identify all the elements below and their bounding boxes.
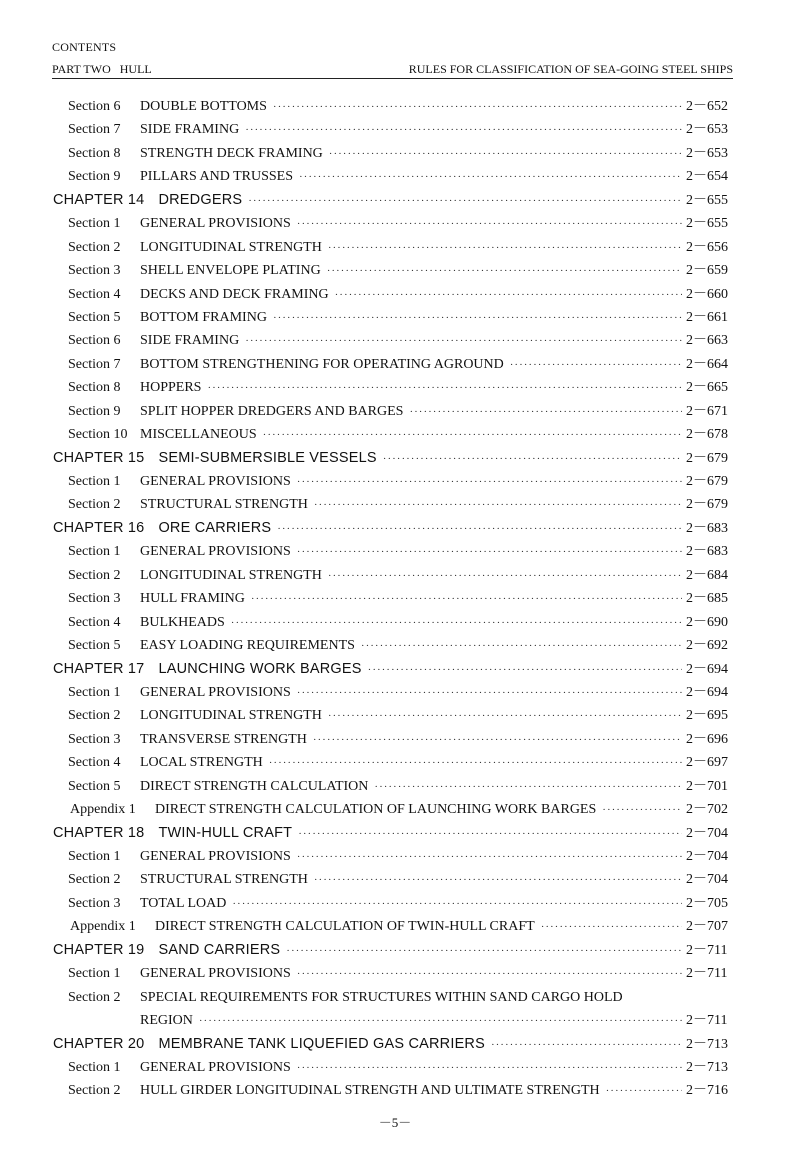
entry-label: Section 9 bbox=[68, 403, 121, 419]
entry-page-number: 2－684 bbox=[686, 567, 728, 583]
dot-leader bbox=[245, 330, 682, 353]
entry-page-number: 2－713 bbox=[686, 1059, 728, 1075]
toc-section-entry[interactable] bbox=[0, 751, 790, 774]
dot-leader bbox=[328, 705, 682, 728]
toc-chapter-entry[interactable] bbox=[0, 447, 790, 470]
entry-page-number: 2－695 bbox=[686, 708, 728, 724]
toc-section-entry[interactable] bbox=[0, 611, 790, 634]
entry-page-number: 2－702 bbox=[686, 802, 728, 818]
entry-page-number: 2－652 bbox=[686, 99, 728, 114]
entry-title: GENERAL PROVISIONS bbox=[140, 474, 291, 489]
entry-page-number: 2－661 bbox=[686, 309, 728, 325]
dot-leader bbox=[313, 729, 682, 752]
toc-section-entry[interactable] bbox=[0, 95, 790, 118]
entry-label: Section 6 bbox=[68, 333, 121, 349]
toc-section-entry[interactable] bbox=[0, 728, 790, 751]
entry-page-number: 2－716 bbox=[686, 1083, 728, 1099]
entry-label: Section 1 bbox=[68, 1059, 121, 1075]
entry-title: PILLARS AND TRUSSES bbox=[140, 169, 294, 185]
entry-page-number: 2－692 bbox=[686, 638, 728, 654]
dot-leader bbox=[245, 119, 682, 142]
entry-page-number: 2－711 bbox=[686, 1013, 728, 1029]
entry-title: LAUNCHING WORK BARGES bbox=[158, 660, 362, 677]
entry-title: GENERAL PROVISIONS bbox=[140, 966, 291, 982]
entry-label: Appendix 1 bbox=[70, 919, 136, 935]
dot-leader bbox=[297, 682, 682, 705]
entry-title: BOTTOM FRAMING bbox=[140, 309, 267, 325]
toc-chapter-entry[interactable] bbox=[0, 658, 790, 681]
toc-section-entry[interactable] bbox=[0, 329, 790, 352]
toc-section-entry[interactable] bbox=[0, 423, 790, 446]
entry-title: GENERAL PROVISIONS bbox=[140, 849, 291, 864]
entry-label: Section 5 bbox=[68, 309, 121, 325]
entry-title: GENERAL PROVISIONS bbox=[140, 544, 291, 560]
toc-chapter-entry[interactable] bbox=[0, 939, 790, 962]
toc-section-entry[interactable] bbox=[0, 376, 790, 399]
entry-title: HOPPERS bbox=[140, 380, 202, 396]
dot-leader bbox=[199, 1010, 682, 1033]
entry-label: Section 3 bbox=[68, 591, 121, 607]
entry-label: Section 1 bbox=[68, 216, 121, 232]
entry-title: HULL GIRDER LONGITUDINAL STRENGTH AND ULTIMATE STRENGTH bbox=[140, 1083, 600, 1099]
entry-label: Section 2 bbox=[68, 239, 121, 255]
entry-page-number: 2－655 bbox=[686, 216, 728, 232]
entry-label: CHAPTER 16 bbox=[53, 519, 145, 536]
dot-leader bbox=[273, 307, 682, 330]
entry-page-number: 2－664 bbox=[686, 356, 728, 372]
entry-title: BULKHEADS bbox=[140, 614, 225, 630]
entry-page-number: 2－683 bbox=[686, 544, 728, 560]
entry-page-number: 2－671 bbox=[686, 403, 728, 419]
entry-label: Section 7 bbox=[68, 356, 121, 372]
toc-chapter-entry[interactable] bbox=[0, 1033, 790, 1056]
entry-label: CHAPTER 17 bbox=[53, 660, 145, 677]
entry-page-number: 2－656 bbox=[686, 239, 728, 255]
toc-section-entry[interactable] bbox=[0, 470, 790, 493]
dot-leader bbox=[368, 659, 682, 682]
entry-page-number: 2－701 bbox=[686, 778, 728, 794]
toc-section-entry[interactable] bbox=[0, 118, 790, 141]
entry-page-number: 2－694 bbox=[686, 661, 728, 677]
toc-section-entry[interactable] bbox=[0, 634, 790, 657]
entry-label: Section 2 bbox=[68, 708, 121, 724]
entry-page-number: 2－654 bbox=[686, 169, 728, 185]
entry-title: GENERAL PROVISIONS bbox=[140, 684, 291, 700]
entry-page-number: 2－704 bbox=[686, 849, 728, 864]
entry-label: Section 3 bbox=[68, 263, 121, 279]
toc-section-entry[interactable] bbox=[0, 962, 790, 985]
dot-leader bbox=[232, 893, 682, 916]
entry-title: DIRECT STRENGTH CALCULATION bbox=[140, 778, 369, 794]
entry-label: Section 7 bbox=[68, 122, 121, 138]
dot-leader bbox=[328, 237, 682, 260]
dot-leader bbox=[335, 284, 682, 307]
entry-label: CHAPTER 18 bbox=[53, 824, 145, 841]
toc-section-entry[interactable] bbox=[0, 236, 790, 259]
toc-section-entry[interactable] bbox=[0, 681, 790, 704]
toc-section-entry[interactable] bbox=[0, 704, 790, 727]
dot-leader bbox=[286, 940, 682, 963]
entry-page-number: 2－683 bbox=[686, 520, 728, 536]
toc-chapter-entry[interactable] bbox=[0, 517, 790, 540]
entry-label: Section 4 bbox=[68, 755, 121, 771]
toc-section-entry[interactable] bbox=[0, 212, 790, 235]
dot-leader bbox=[207, 377, 682, 400]
entry-title: HULL FRAMING bbox=[140, 591, 245, 607]
entry-page-number: 2－713 bbox=[686, 1036, 728, 1052]
entry-page-number: 2－685 bbox=[686, 591, 728, 607]
entry-title: EASY LOADING REQUIREMENTS bbox=[140, 638, 355, 654]
entry-label: Section 5 bbox=[68, 638, 121, 654]
dot-leader bbox=[297, 471, 682, 494]
entry-label: Section 2 bbox=[68, 989, 121, 1005]
toc-section-entry[interactable] bbox=[0, 540, 790, 563]
entry-label: CHAPTER 19 bbox=[53, 941, 145, 958]
toc-section-entry[interactable] bbox=[0, 564, 790, 587]
entry-label: Section 1 bbox=[68, 474, 121, 489]
dot-leader bbox=[602, 799, 682, 822]
entry-title: STRUCTURAL STRENGTH bbox=[140, 497, 308, 513]
toc-section-entry[interactable] bbox=[0, 353, 790, 376]
toc-section-entry[interactable] bbox=[0, 1009, 790, 1032]
entry-label: Section 2 bbox=[68, 567, 121, 583]
entry-label: Section 1 bbox=[68, 544, 121, 560]
entry-title: ORE CARRIERS bbox=[158, 519, 272, 536]
toc-section-entry[interactable] bbox=[0, 986, 790, 1009]
entry-label: Appendix 1 bbox=[70, 802, 136, 818]
entry-page-number: 2－696 bbox=[686, 731, 728, 747]
entry-title: SEMI-SUBMERSIBLE VESSELS bbox=[158, 449, 377, 466]
entry-label: Section 3 bbox=[68, 895, 121, 911]
entry-page-number: 2－704 bbox=[686, 872, 728, 888]
entry-page-number: 2－705 bbox=[686, 895, 728, 911]
toc-section-entry[interactable] bbox=[0, 306, 790, 329]
entry-title: TWIN-HULL CRAFT bbox=[158, 824, 293, 841]
entry-label: Section 8 bbox=[68, 145, 121, 161]
entry-title: DIRECT STRENGTH CALCULATION OF TWIN-HULL CRAFT bbox=[155, 919, 535, 935]
dot-leader bbox=[248, 190, 682, 213]
entry-page-number: 2－679 bbox=[686, 497, 728, 513]
dot-leader bbox=[273, 96, 682, 119]
entry-page-number: 2－697 bbox=[686, 755, 728, 771]
dot-leader bbox=[297, 541, 682, 564]
entry-title: LONGITUDINAL STRENGTH bbox=[140, 239, 322, 255]
dot-leader bbox=[231, 612, 682, 635]
entry-title: LOCAL STRENGTH bbox=[140, 755, 263, 771]
dot-leader bbox=[297, 846, 682, 869]
toc-section-entry[interactable] bbox=[0, 493, 790, 516]
dot-leader bbox=[541, 916, 682, 939]
dot-leader bbox=[277, 518, 682, 541]
dot-leader bbox=[329, 143, 682, 166]
dot-leader bbox=[327, 260, 682, 283]
entry-title: SIDE FRAMING bbox=[140, 333, 240, 349]
rules-title: RULES FOR CLASSIFICATION OF SEA-GOING STEEL SHIPS bbox=[408, 62, 733, 76]
entry-page-number: 2－694 bbox=[686, 684, 728, 700]
toc-section-entry[interactable] bbox=[0, 845, 790, 868]
entry-page-number: 2－678 bbox=[686, 427, 728, 443]
entry-label: Section 2 bbox=[68, 1083, 121, 1099]
dot-leader bbox=[383, 448, 682, 471]
page-number: －5－ bbox=[378, 1115, 412, 1130]
toc-section-entry[interactable] bbox=[0, 1079, 790, 1102]
entry-label: CHAPTER 20 bbox=[53, 1035, 145, 1052]
dot-leader bbox=[299, 166, 682, 189]
entry-title: STRUCTURAL STRENGTH bbox=[140, 872, 308, 888]
entry-page-number: 2－704 bbox=[686, 825, 728, 841]
dot-leader bbox=[328, 565, 682, 588]
toc-section-entry[interactable] bbox=[0, 400, 790, 423]
entry-label: Section 3 bbox=[68, 731, 121, 747]
entry-label: Section 1 bbox=[68, 966, 121, 982]
dot-leader bbox=[251, 588, 682, 611]
entry-page-number: 2－663 bbox=[686, 333, 728, 349]
header-rule bbox=[52, 78, 733, 79]
toc-section-entry[interactable] bbox=[0, 142, 790, 165]
dot-leader bbox=[297, 213, 682, 236]
entry-title: SAND CARRIERS bbox=[158, 941, 281, 958]
entry-title: LONGITUDINAL STRENGTH bbox=[140, 708, 322, 724]
entry-page-number: 2－660 bbox=[686, 286, 728, 302]
toc-chapter-entry[interactable] bbox=[0, 822, 790, 845]
toc-section-entry[interactable] bbox=[0, 775, 790, 798]
toc-section-entry[interactable] bbox=[0, 1056, 790, 1079]
entry-page-number: 2－711 bbox=[686, 942, 728, 958]
entry-label: CHAPTER 14 bbox=[53, 191, 145, 208]
entry-page-number: 2－653 bbox=[686, 122, 728, 138]
entry-title: TRANSVERSE STRENGTH bbox=[140, 731, 307, 747]
entry-label: Section 10 bbox=[68, 427, 128, 443]
entry-page-number: 2－665 bbox=[686, 380, 728, 396]
entry-page-number: 2－679 bbox=[686, 450, 728, 466]
dot-leader bbox=[269, 752, 682, 775]
entry-label: Section 1 bbox=[68, 849, 121, 864]
dot-leader bbox=[606, 1080, 682, 1103]
dot-leader bbox=[314, 869, 682, 892]
entry-title: GENERAL PROVISIONS bbox=[140, 216, 291, 232]
entry-page-number: 2－659 bbox=[686, 263, 728, 279]
running-header bbox=[52, 62, 733, 77]
entry-title: BOTTOM STRENGTHENING FOR OPERATING AGROUND bbox=[140, 356, 504, 372]
dot-leader bbox=[297, 1057, 682, 1080]
entry-title: MEMBRANE TANK LIQUEFIED GAS CARRIERS bbox=[158, 1035, 485, 1052]
entry-label: Section 9 bbox=[68, 169, 121, 185]
entry-title: SIDE FRAMING bbox=[140, 122, 240, 138]
entry-title: REGION bbox=[140, 1013, 193, 1029]
part-label: PART TWO HULL bbox=[52, 62, 152, 76]
entry-page-number: 2－707 bbox=[686, 919, 728, 935]
entry-title: DECKS AND DECK FRAMING bbox=[140, 286, 329, 302]
entry-label: Section 6 bbox=[68, 99, 121, 114]
entry-label: Section 4 bbox=[68, 286, 121, 302]
entry-title: DIRECT STRENGTH CALCULATION OF LAUNCHING WORK BARGES bbox=[155, 802, 597, 818]
toc-section-entry[interactable] bbox=[0, 165, 790, 188]
entry-title: TOTAL LOAD bbox=[140, 895, 227, 911]
entry-title: GENERAL PROVISIONS bbox=[140, 1059, 291, 1075]
entry-page-number: 2－690 bbox=[686, 614, 728, 630]
contents-label: CONTENTS bbox=[52, 40, 117, 54]
dot-leader bbox=[510, 354, 682, 377]
entry-title: SPECIAL REQUIREMENTS FOR STRUCTURES WITHIN SAND CARGO HOLD bbox=[140, 989, 623, 1005]
entry-label: Section 8 bbox=[68, 380, 121, 396]
entry-page-number: 2－711 bbox=[686, 966, 728, 982]
entry-label: Section 2 bbox=[68, 497, 121, 513]
dot-leader bbox=[297, 963, 682, 986]
entry-title: DOUBLE BOTTOMS bbox=[140, 99, 267, 114]
toc-section-entry[interactable] bbox=[0, 587, 790, 610]
entry-label: Section 2 bbox=[68, 872, 121, 888]
toc-chapter-entry[interactable] bbox=[0, 189, 790, 212]
entry-title: LONGITUDINAL STRENGTH bbox=[140, 567, 322, 583]
dot-leader bbox=[314, 494, 682, 517]
dot-leader bbox=[298, 823, 682, 846]
table-of-contents bbox=[0, 95, 790, 1103]
dot-leader bbox=[409, 401, 682, 424]
entry-title: MISCELLANEOUS bbox=[140, 427, 257, 443]
toc-section-entry[interactable] bbox=[0, 868, 790, 891]
dot-leader bbox=[374, 776, 682, 799]
toc-section-entry[interactable] bbox=[0, 892, 790, 915]
entry-page-number: 2－653 bbox=[686, 145, 728, 161]
entry-label: Section 4 bbox=[68, 614, 121, 630]
dot-leader bbox=[361, 635, 682, 658]
entry-title: SHELL ENVELOPE PLATING bbox=[140, 263, 321, 279]
entry-title: DREDGERS bbox=[158, 191, 243, 208]
entry-label: Section 1 bbox=[68, 684, 121, 700]
entry-label: CHAPTER 15 bbox=[53, 449, 145, 466]
entry-title: SPLIT HOPPER DREDGERS AND BARGES bbox=[140, 403, 404, 419]
entry-title: STRENGTH DECK FRAMING bbox=[140, 145, 323, 161]
dot-leader bbox=[263, 424, 682, 447]
toc-appendix-entry[interactable] bbox=[0, 798, 790, 821]
toc-section-entry[interactable] bbox=[0, 283, 790, 306]
entry-label: Section 5 bbox=[68, 778, 121, 794]
entry-page-number: 2－655 bbox=[686, 192, 728, 208]
toc-appendix-entry[interactable] bbox=[0, 915, 790, 938]
toc-section-entry[interactable] bbox=[0, 259, 790, 282]
dot-leader bbox=[491, 1034, 682, 1057]
entry-page-number: 2－679 bbox=[686, 474, 728, 489]
